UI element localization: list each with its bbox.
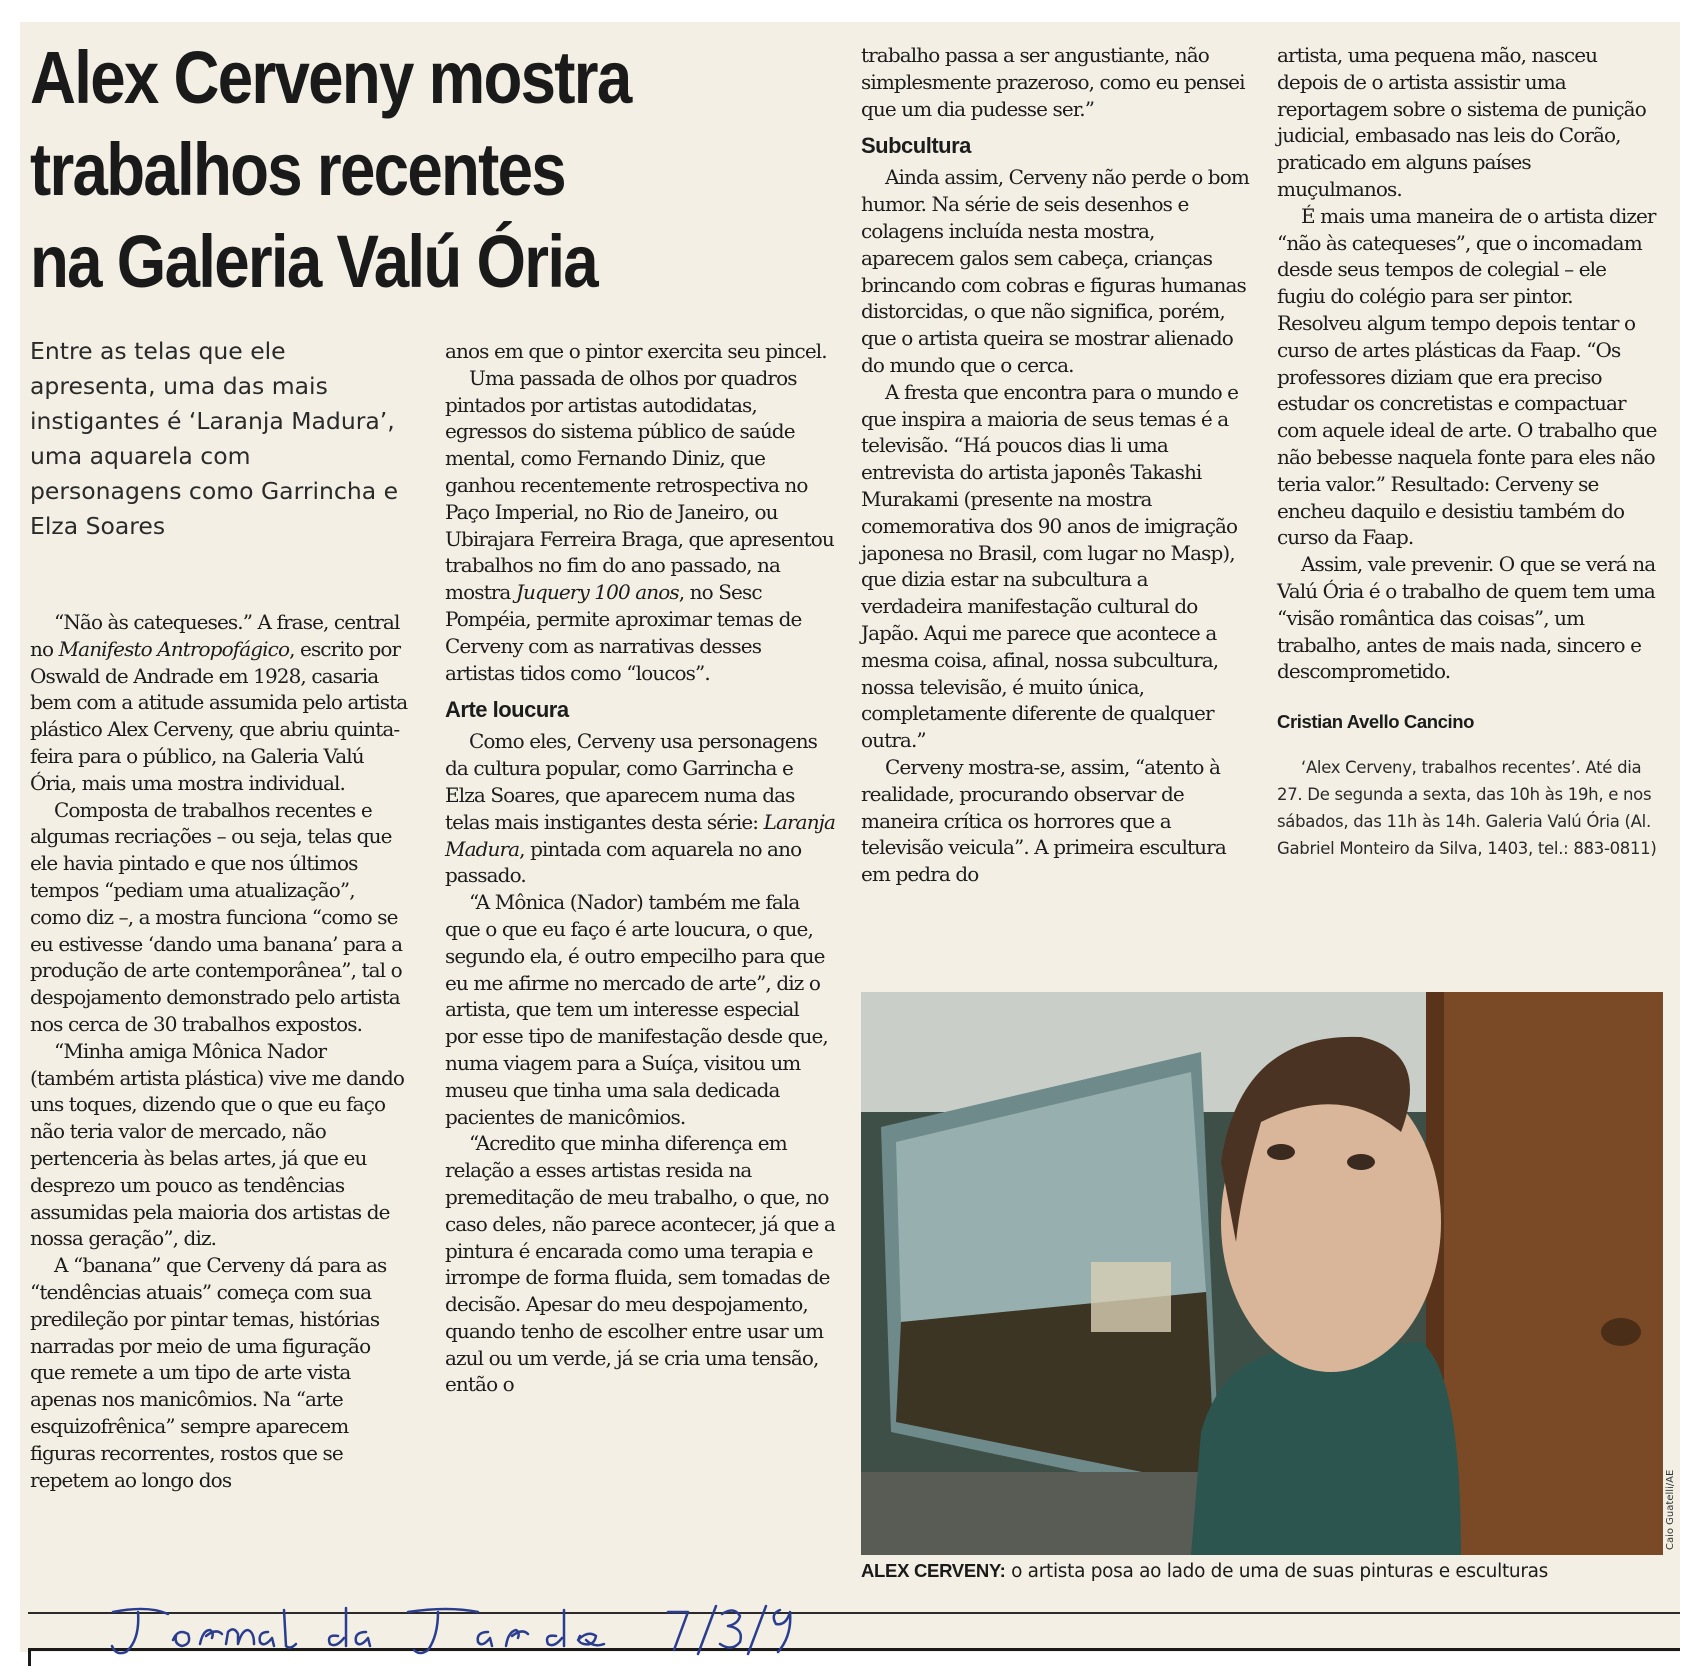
paragraph: “Não às catequeses.” A frase, central no Manifesto Antropofágico, escrito por Oswald de Andrade em 1928, casaria bem com a atitude assumida pelo artista plástico Alex Cerveny, que abriu quinta-feira para o público, na Galeria Valú Ória, mais uma mostra individual. xyxy=(30,610,408,795)
column-2 xyxy=(445,338,835,1398)
subheading: Subcultura xyxy=(861,133,971,159)
paragraph: “Acredito que minha diferença em relação a esses artistas resida na premeditação de meu trabalho, o que, no caso deles, não parece acontecer, já que a pintura é encarada como uma terapia e irrompe de forma fluida, sem tomadas de decisão. Apesar do meu despojamento, quando tenho de escolher entre usar um azul ou um verde, já se cria uma tensão, então o xyxy=(445,1131,835,1397)
paragraph: Assim, vale prevenir. O que se verá na Valú Ória é o trabalho de quem tem uma “visão romântica das coisas”, um trabalho, antes de mais nada, sincero e descomprometido. xyxy=(1277,552,1656,684)
paragraph: Cerveny mostra-se, assim, “atento à realidade, procurando observar de maneira crítica os horrores que a televisão veicula”. A primeira escultura em pedra do xyxy=(861,754,1226,887)
headline-line-3: na Galeria Valú Ória xyxy=(30,220,597,303)
headline-line-1: Alex Cerveny mostra xyxy=(30,36,631,119)
paragraph: “Minha amiga Mônica Nador (também artista plástica) vive me dando uns toques, dizendo que o que eu faço não teria valor de mercado, não pertenceria às belas artes, já que eu desprezo um pouco as tendências assumidas pela maioria dos artistas de nossa geração”, diz. xyxy=(30,1038,404,1251)
paragraph: A fresta que encontra para o mundo e que inspira a maioria de seus temas é a televisão. “Há poucos dias li uma entrevista do artista japonês Takashi Murakami (presente na mostra comemorativa dos 90 anos de imigração japonesa no Brasil, com lugar no Masp), que dizia estar na subcultura a verdadeira manifestação cultural do Japão. Aqui me parece que acontece a mesma coisa, afinal, nossa subcultura, nossa televisão, é muito única, completamente diferente de qualquer outra.” xyxy=(861,379,1239,753)
paragraph: Como eles, Cerveny usa personagens da cultura popular, como Garrincha e Elza Soares, que aparecem numa das telas mais instigantes desta série: Laranja Madura, pintada com aquarela no ano passado. xyxy=(445,729,836,888)
paragraph: trabalho passa a ser angustiante, não simplesmente prazeroso, como eu pensei que um dia pudesse ser.” xyxy=(861,43,1245,121)
byline: Cristian Avello Cancino xyxy=(1277,711,1475,733)
paragraph: “A Mônica (Nador) também me fala que o que eu faço é arte loucura, o que, segundo ela, é outro empecilho para que eu me afirme no mercado de arte”, diz o artista, que tem um interesse especial por esse tipo de manifestação desde que, numa viagem para a Suíça, visitou um museu que tinha uma sala dedicada pacientes de manicômios. xyxy=(445,890,828,1129)
paragraph: A “banana” que Cerveny dá para as “tendências atuais” começa com sua predileção por pintar temas, histórias narradas por meio de uma figuração que remete a um tipo de arte vista apenas nos manicômios. Na “arte esquizofrênica” sempre aparecem figuras recorrentes, rostos que se repetem ao longo dos xyxy=(30,1253,387,1492)
dek: Entre as telas que ele apresenta, uma das mais instigantes é ‘Laranja Madura’, uma aquarela com personagens como Garrincha e Elza Soares xyxy=(30,337,399,540)
subheading: Arte loucura xyxy=(445,697,569,723)
photo-image xyxy=(861,992,1663,1555)
exhibition-info: ‘Alex Cerveny, trabalhos recentes’. Até dia 27. De segunda a sexta, das 10h às 19h, e nos sábados, das 11h às 14h. Galeria Valú Ória (Al. Gabriel Monteiro da Silva, 1403, tel.: 883-0811) xyxy=(1277,757,1657,858)
paragraph: Composta de trabalhos recentes e algumas recriações – ou seja, telas que ele havia pintado e que nos últimos tempos “pediam uma atualização”, como diz –, a mostra funciona “como se eu estivesse ‘dando uma banana’ para a produção de arte contemporânea”, tal o despojamento demonstrado pelo artista nos cerca de 30 trabalhos expostos. xyxy=(30,797,403,1036)
headline xyxy=(30,32,684,308)
paragraph: Ainda assim, Cerveny não perde o bom humor. Na série de seis desenhos e colagens incluída nesta mostra, aparecem galos sem cabeça, crianças brincando com cobras e figuras humanas distorcidas, o que não significa, porém, que o artista queira se mostrar alienado do mundo que o cerca. xyxy=(861,165,1249,377)
paragraph: É mais uma maneira de o artista dizer “não às catequeses”, que o incomadam desde seus tempos de colegial – ele fugiu do colégio para ser pintor. Resolveu algum tempo depois tentar o curso de artes plásticas da Faap. “Os professores diziam que era preciso estudar os concretistas e compactuar com aquele ideal de arte. O trabalho que não bebesse naquela fonte para eles não teria valor.” Resultado: Cerveny se encheu daquilo e desistiu também do curso da Faap. xyxy=(1277,203,1657,550)
paragraph: anos em que o pintor exercita seu pincel. xyxy=(445,339,827,363)
divider xyxy=(28,1648,31,1666)
photo-caption: ALEX CERVENY: o artista posa ao lado de uma de suas pinturas e esculturas xyxy=(861,1560,1549,1582)
photo-credit: Caio Guatelli/AE xyxy=(1665,1469,1676,1550)
headline-line-2: trabalhos recentes xyxy=(30,128,565,211)
column-4 xyxy=(1277,42,1657,862)
column-3 xyxy=(861,42,1251,888)
paragraph: artista, uma pequena mão, nasceu depois de o artista assistir uma reportagem sobre o sistema de punição judicial, embasado nas leis do Corão, praticado em alguns países muçulmanos. xyxy=(1277,43,1646,201)
handwritten-source-note xyxy=(108,1600,808,1660)
paragraph: Uma passada de olhos por quadros pintados por artistas autodidatas, egressos do sistema público de saúde mental, como Fernando Diniz, que ganhou recentemente retrospectiva no Paço Imperial, no Rio de Janeiro, ou Ubirajara Ferreira Braga, que apresentou trabalhos no fim do ano passado, na mostra Juquery 100 anos, no Sesc Pompéia, permite aproximar temas de Cerveny com as narrativas desses artistas tidos como “loucos”. xyxy=(445,365,834,685)
photo xyxy=(861,992,1663,1555)
column-1 xyxy=(30,609,410,1493)
